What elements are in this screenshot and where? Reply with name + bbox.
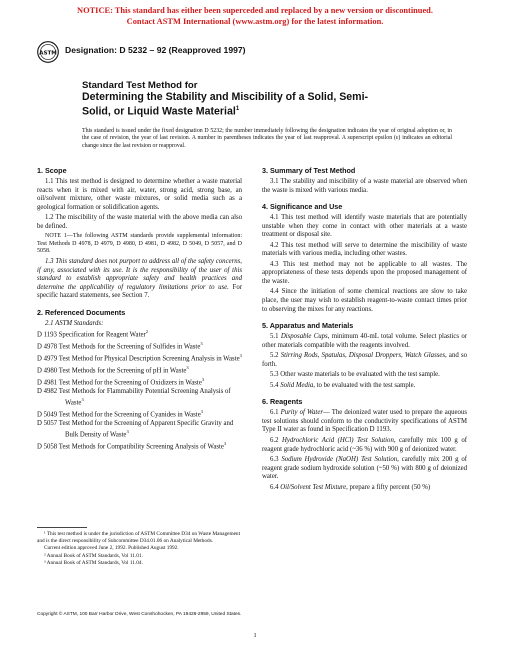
reference-sup: 3 — [186, 364, 189, 370]
reference-sup: 3 — [200, 408, 203, 414]
apparatus-p3: 5.3 Other waste materials to be evaluated with the test sample. — [270, 371, 440, 379]
svg-text:ASTM: ASTM — [39, 50, 57, 57]
para-number: 6.4 — [270, 483, 281, 491]
reagents-p1 — [262, 409, 467, 435]
section-apparatus — [262, 321, 467, 390]
reagents-p4 — [262, 484, 467, 493]
para-text: , carefully mix 100 g of reagent grade hydrochloric acid (~36 %) with 900 g of deionized water. — [262, 437, 467, 453]
para-term: Sodium Hydroxide (NaOH) Test Solution — [281, 456, 398, 464]
notice-line-1: NOTICE: This standard has either been superceded and replaced by a new version or discontinued. — [77, 6, 433, 15]
reagents-heading: 6. Reagents — [262, 397, 303, 407]
section-summary — [262, 166, 467, 195]
title-line-3-text: Solid, or Liquid Waste Material — [82, 105, 236, 118]
reference-text: D 5049 Test Method for the Screening of Cyanides in Waste — [37, 411, 201, 419]
reference-text: D 4982 Test Methods for Flammability Potential Screening Analysis of Waste — [37, 387, 231, 407]
scope-p3-tail: For specific hazard statements, see Section 7. — [37, 283, 242, 300]
para-number: 5.1 — [270, 333, 281, 341]
notice-banner — [0, 6, 510, 27]
reference-sup: 3 — [239, 353, 242, 359]
left-column — [37, 166, 242, 459]
reference-item — [37, 364, 242, 376]
para-term: Stirring Rods, Spatulas, Disposal Droppers, Watch Glasses — [280, 352, 446, 360]
apparatus-p1 — [262, 333, 467, 350]
para-number: 6.1 — [270, 409, 281, 417]
para-number: 5.4 — [270, 381, 281, 389]
summary-heading: 3. Summary of Test Method — [262, 166, 356, 175]
reagents-p2 — [262, 437, 467, 454]
copyright-line: Copyright © ASTM, 100 Barr Harbor Drive, West Conshohocken, PA 19428-2959, United States. — [37, 612, 242, 617]
significance-p3: 4.3 This test method may not be applicable to all wastes. The appropriateness of these tests depends upon the proposed management of the waste. — [262, 260, 467, 285]
reagents-p3 — [262, 456, 467, 482]
para-term: Disposable Cups — [280, 333, 328, 341]
significance-p4: 4.4 Since the initiation of some chemical reactions are slow to take place, the user may wish to establish reagent-to-waste contact times prior to observing the mixes for any reactions. — [262, 288, 467, 313]
reference-list — [37, 320, 242, 452]
para-number: 5.2 — [270, 352, 281, 360]
scope-note: NOTE 1—The following ASTM standards provide supplemental information: Test Methods D 4978, D 4979, D 4980, D 4981, D 4982, D 5049, D 5057, and D 5058. — [37, 233, 242, 254]
reference-text: D 1193 Specification for Reagent Water — [37, 331, 146, 339]
reference-sup: 3 — [201, 376, 205, 382]
para-term: Oil/Solvent Test Mixture — [280, 483, 347, 491]
reference-text: D 4980 Test Methods for the Screening of pH in Waste — [37, 367, 187, 375]
scope-p1: 1.1 This test method is designed to determine whether a waste material reacts when it is mixed with air, water, strong acid, strong base, an oil/solvent mixture, other waste mixtures, or solid media such as a geological formation or solidification agents. — [37, 178, 242, 211]
reference-item — [37, 388, 242, 408]
reference-text: D 4979 Test Method for Physical Description Screening Analysis in Waste — [37, 355, 240, 363]
para-text: , to be evaluated with the test sample. — [313, 381, 416, 389]
reference-item — [37, 328, 242, 340]
title-footnote-mark: 1 — [235, 106, 240, 112]
designation: Designation: D 5232 – 92 (Reapproved 1997) — [65, 45, 246, 55]
para-term: Purity of Water — [280, 409, 323, 417]
footnote-1: ¹ This test method is under the jurisdiction of ASTM Committee D34 on Waste Management and is the direct responsibility of Subcommittee D34.01.06 on Analytical Methods. — [37, 531, 241, 544]
reference-sup: 3 — [81, 397, 84, 403]
reference-text: D 4978 Test Methods for the Screening of Sulfides in Waste — [37, 343, 201, 351]
title-line-3 — [82, 103, 452, 118]
summary-p1: 3.1 The stability and miscibility of a waste material are observed when the waste is mixed with various media. — [262, 178, 467, 194]
reference-sup: 3 — [200, 341, 203, 347]
scope-p2: 1.2 The miscibility of the waste material with the above media can also be defined. — [37, 214, 242, 230]
reference-item — [37, 340, 242, 352]
reference-item — [37, 352, 242, 364]
reference-sup: 3 — [126, 429, 129, 435]
section-scope — [37, 166, 242, 301]
apparatus-p2 — [262, 352, 467, 369]
section-reagents — [262, 397, 467, 492]
para-term: Hydrochloric Acid (HCl) Test Solution — [281, 437, 394, 445]
footnote-1b: Current edition approved June 2, 1992. Published August 1992. — [44, 545, 179, 552]
significance-p2: 4.2 This test method will serve to determine the miscibility of waste materials with various media, including other wastes. — [262, 241, 467, 258]
reference-text: D 5057 Test Method for the Screening of Apparent Specific Gravity and Bulk Density of Waste — [37, 419, 234, 439]
document-title — [82, 80, 452, 118]
section-referenced-documents — [37, 308, 242, 452]
right-column — [262, 166, 467, 499]
footnotes — [37, 531, 242, 568]
para-text: , prepare a fifty percent (50 %) — [346, 483, 431, 491]
para-number: 6.3 — [270, 456, 282, 464]
para-text: , minimum 40-mL total volume. Select plastics or other materials compatible with the reagents involved. — [262, 333, 468, 349]
reference-text: D 4981 Test Method for the Screening of Oxidizers in Waste — [37, 378, 202, 386]
reference-item — [37, 408, 242, 420]
footnote-rule — [37, 527, 87, 528]
reference-item — [37, 440, 242, 452]
reference-item — [37, 420, 242, 440]
scope-p3 — [37, 258, 242, 301]
significance-p1: 4.1 This test method will identify waste materials that are potentially unstable when they come in contact with other materials at a waste treatment or disposal site. — [262, 214, 467, 239]
scope-heading: 1. Scope — [37, 166, 67, 175]
title-line-2: Determining the Stability and Miscibility of a Solid, Semi- — [82, 91, 369, 103]
title-line-1: Standard Test Method for — [82, 80, 198, 91]
reference-text: D 5058 Test Methods for Compatibility Screening Analysis of Waste — [37, 443, 224, 451]
scope-p3-italic: 1.3 This standard does not purport to address all of the safety concerns, if any, associated with its use. It is the responsibility of the user of this standard to establish appropriate safety and health practices and determine the applicability of regulatory limitations prior to use. — [37, 258, 242, 291]
reference-sup: 3 — [223, 441, 227, 447]
para-number: 6.2 — [270, 437, 282, 445]
para-text: — The deionized water used to prepare the aqueous test solutions should conform to the conductivity specifications of ASTM Type II water as found in Specification D 1193. — [262, 409, 467, 434]
notice-line-2: Contact ASTM International (www.astm.org) for the latest information. — [126, 16, 384, 26]
footnote-3: ³ Annual Book of ASTM Standards, Vol 11.04. — [44, 560, 143, 567]
reference-item — [37, 376, 242, 388]
para-term: Solid Media — [280, 381, 314, 389]
section-significance — [262, 202, 467, 314]
referenced-heading: 2. Referenced Documents — [37, 307, 126, 317]
reference-lead: 2.1 ASTM Standards: — [45, 319, 104, 327]
astm-logo-icon — [37, 41, 59, 63]
significance-heading: 4. Significance and Use — [262, 202, 343, 212]
para-text: , carefully mix 200 g of reagent grade sodium hydroxide solution (~50 %) with 800 g of deionized water. — [262, 456, 468, 481]
issued-note: This standard is issued under the fixed designation D 5232; the number immediately following the designation indicates the year of original adoption or, in the case of revision, the year of last revision. A number in parentheses indicates the year of last reapproval. A superscript epsilon (ε) indicates an editorial change since the last revision or reapproval. — [82, 128, 452, 149]
reference-sup: 2 — [145, 329, 148, 335]
page-number: 1 — [253, 632, 257, 639]
apparatus-heading: 5. Apparatus and Materials — [262, 321, 354, 331]
apparatus-p4 — [262, 382, 467, 391]
footnote-2: ² Annual Book of ASTM Standards, Vol 11.01. — [44, 552, 143, 559]
para-text: , and so forth. — [262, 352, 467, 368]
